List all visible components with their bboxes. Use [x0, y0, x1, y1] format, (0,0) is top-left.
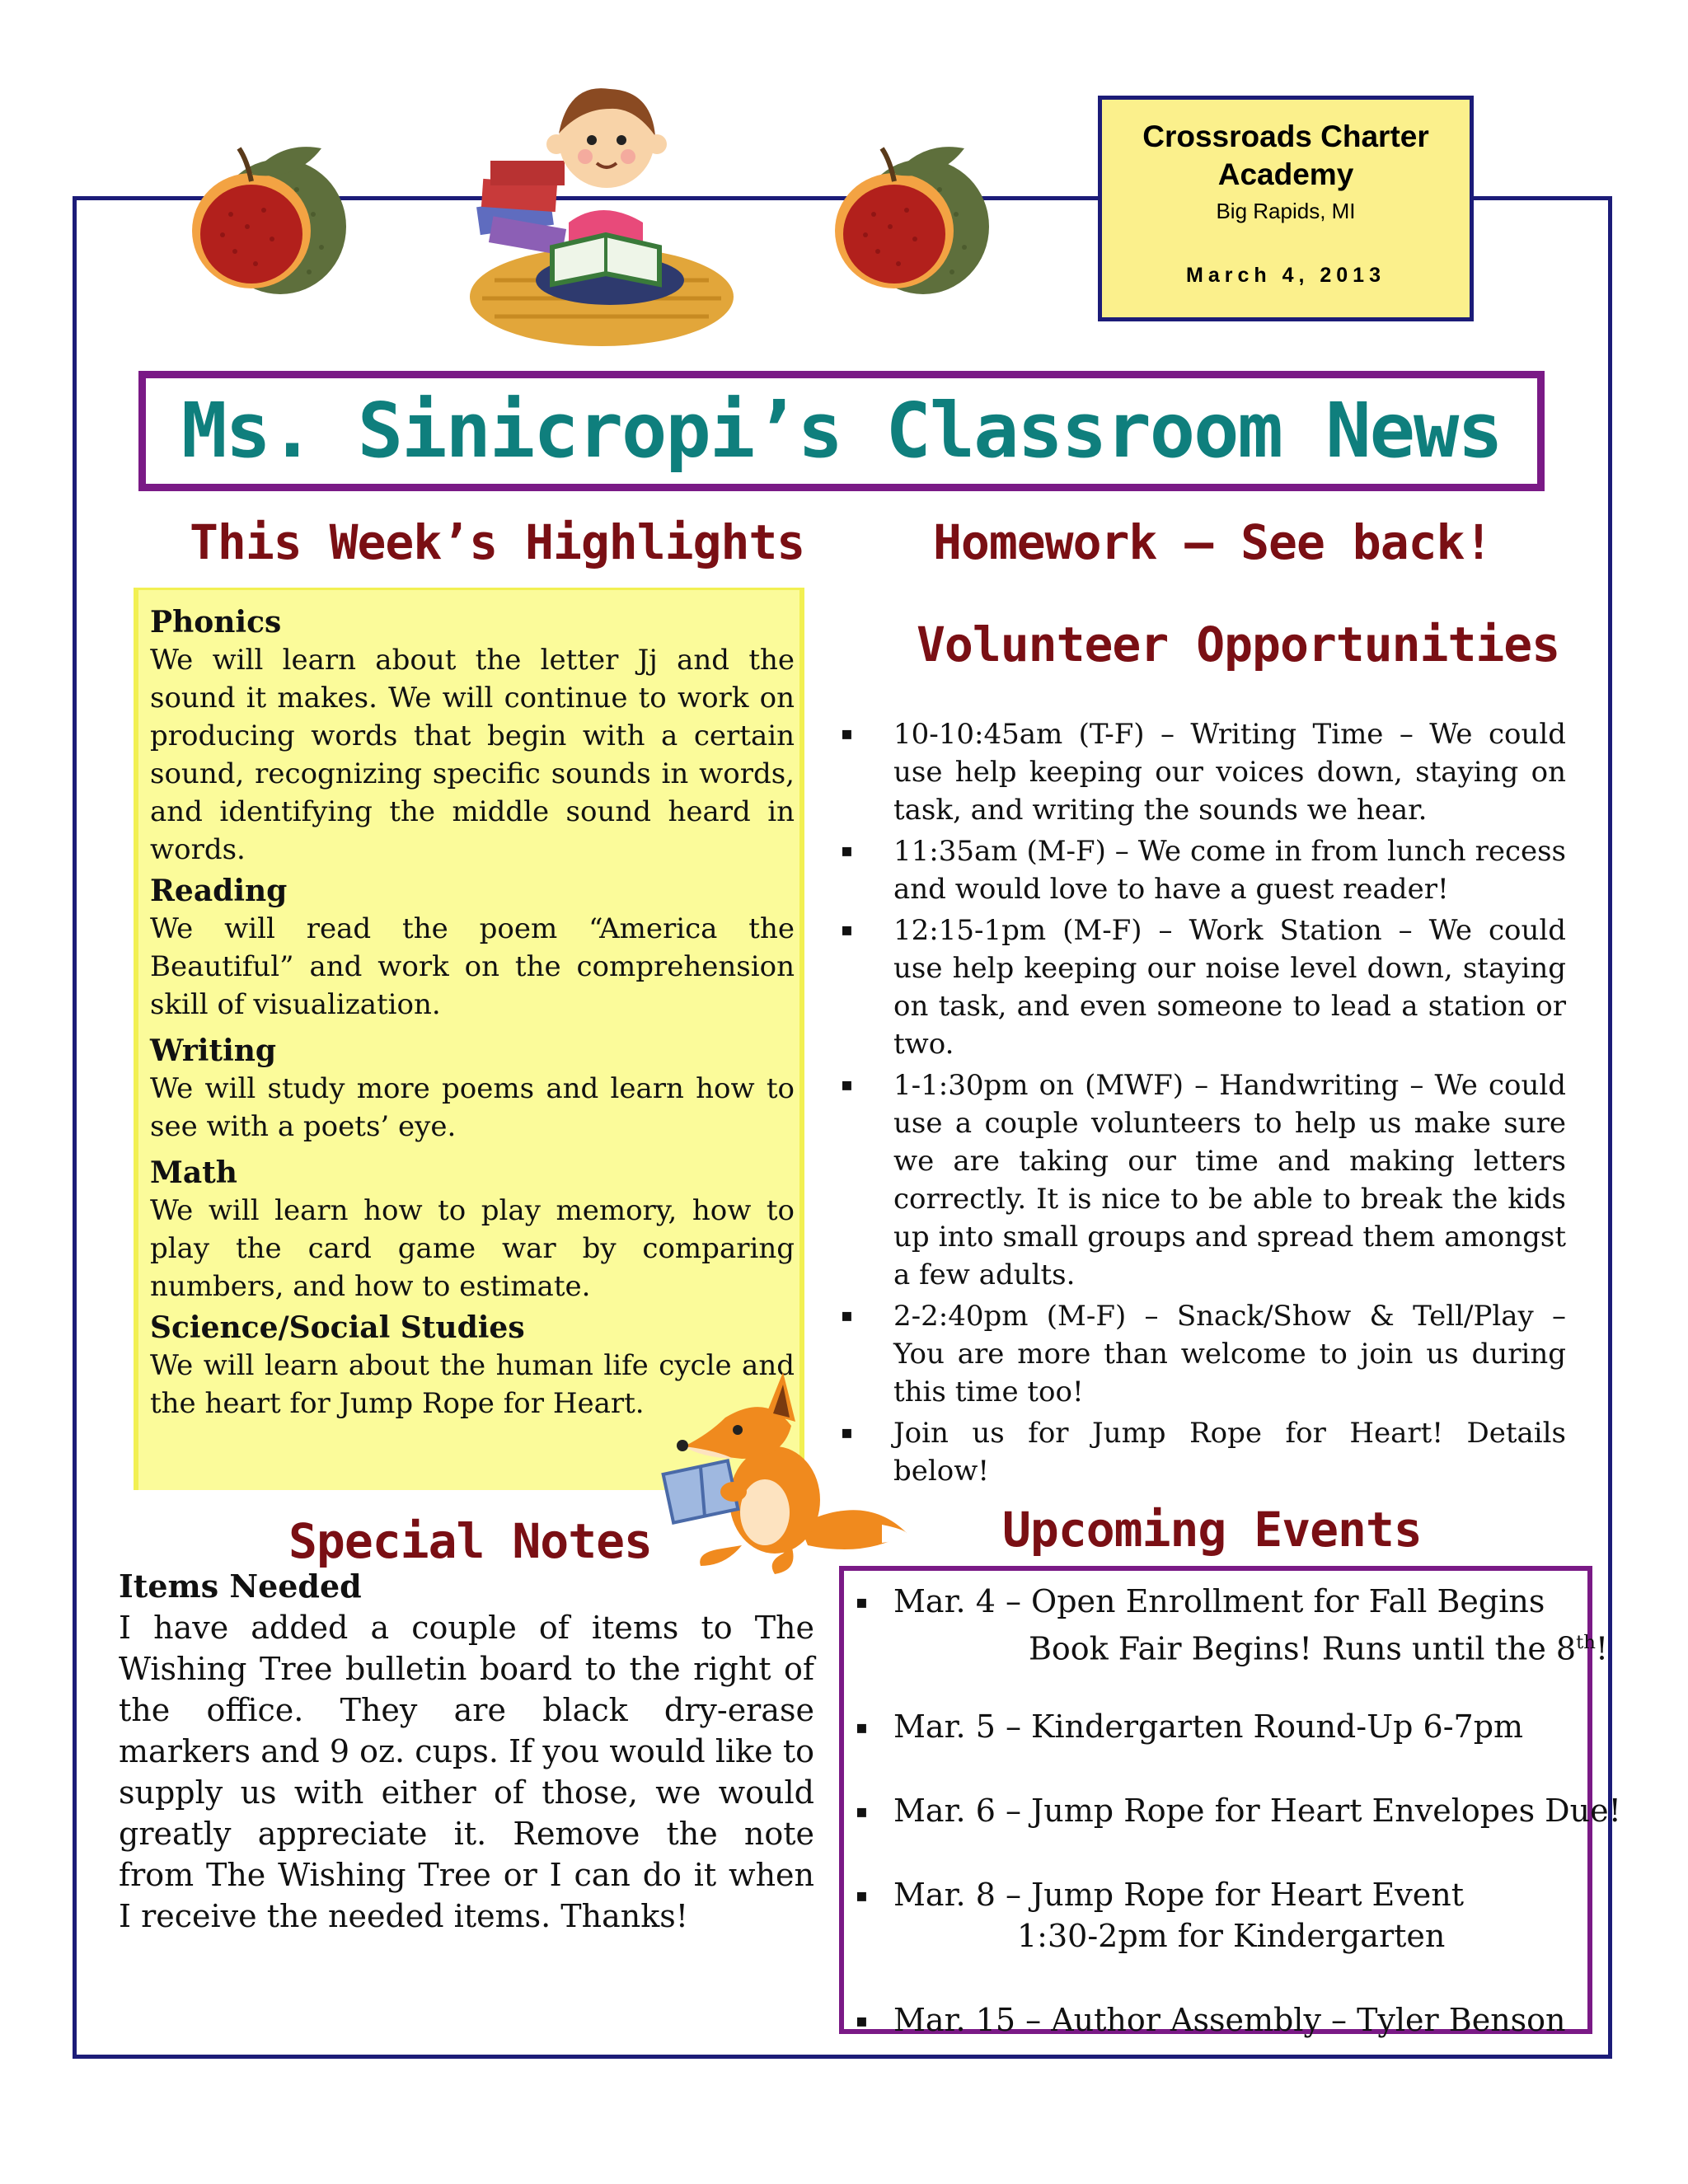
highlight-subhead-writing: Writing	[150, 1033, 277, 1068]
highlight-subhead-reading: Reading	[150, 874, 288, 908]
school-city: Big Rapids, MI	[1216, 199, 1356, 223]
school-name: Crossroads Charter Academy	[1142, 120, 1429, 191]
list-item	[841, 912, 1566, 1063]
event-detail-end: !	[1595, 1630, 1609, 1667]
list-item	[841, 1297, 1566, 1411]
bullet-icon: ▪	[856, 1886, 868, 1906]
events-box	[839, 1566, 1621, 2038]
apple-icon	[816, 124, 997, 305]
volunteer-item-text: Join us for Jump Rope for Heart! Details below!	[893, 1417, 1566, 1488]
bullet-icon: ▪	[841, 1305, 853, 1326]
event-title: Mar. 4 – Open Enrollment for Fall Begins	[893, 1583, 1545, 1619]
volunteer-heading: Volunteer Opportunities	[917, 616, 1560, 673]
volunteer-list	[841, 715, 1566, 1493]
highlight-subhead-science: Science/Social Studies	[150, 1310, 525, 1345]
event-detail: 1:30-2pm for Kindergarten	[1017, 1918, 1446, 1954]
event-title: Mar. 8 – Jump Rope for Heart Event	[893, 1877, 1464, 1913]
volunteer-item-text: 11:35am (M-F) – We come in from lunch recess and would love to have a guest reader!	[893, 835, 1566, 906]
apple-icon	[173, 124, 354, 305]
event-title: Mar. 5 – Kindergarten Round-Up 6-7pm	[893, 1708, 1524, 1745]
homework-heading: Homework – See back!	[933, 514, 1493, 570]
list-item	[856, 1999, 1566, 2041]
notes-subhead: Items Needed	[119, 1568, 362, 1605]
event-title: Mar. 15 – Author Assembly – Tyler Benson	[893, 2002, 1566, 2038]
highlights-heading: This Week’s Highlights	[190, 514, 805, 570]
event-detail: Book Fair Begins! Runs until the 8	[1029, 1630, 1577, 1667]
newsletter-title: Ms. Sinicropi’s Classroom News	[181, 387, 1502, 475]
title-box	[138, 371, 1545, 491]
list-item	[856, 1706, 1523, 1747]
highlight-text-writing: We will study more poems and learn how to see with a poets’ eye.	[150, 1072, 795, 1143]
bullet-icon: ▪	[856, 1718, 868, 1738]
bullet-icon: ▪	[841, 841, 853, 861]
list-item	[856, 1790, 1621, 1831]
highlight-subhead-phonics: Phonics	[150, 605, 282, 640]
special-notes-block	[119, 1566, 814, 1937]
bullet-icon: ▪	[841, 1422, 853, 1443]
highlights-content	[150, 603, 795, 1426]
school-info-box	[1098, 96, 1474, 321]
list-item	[856, 1874, 1464, 1957]
bullet-icon: ▪	[841, 724, 853, 744]
special-notes-heading: Special Notes	[288, 1513, 652, 1569]
newsletter-date: March 4, 2013	[1186, 264, 1386, 287]
highlight-subhead-math: Math	[150, 1155, 237, 1190]
list-item	[856, 1581, 1608, 1670]
child-reading-icon	[445, 58, 742, 354]
highlights-box	[134, 588, 804, 1490]
bullet-icon: ▪	[856, 1592, 868, 1613]
notes-text: I have added a couple of items to The Wishing Tree bulletin board to the right of the office. They are black dry-erase markers and 9 oz. cups. If you would like to supply us with either of those, we would greatly appreciate it. Remove the note from The Wishing Tree or I can do it when I receive the needed items. Thanks!	[119, 1610, 814, 1934]
list-item	[841, 1414, 1566, 1490]
volunteer-item-text: 12:15-1pm (M-F) – Work Station – We could use help keeping our noise level down, staying on task, and even someone to lead a station or two.	[893, 914, 1566, 1061]
list-item	[841, 715, 1566, 829]
list-item	[841, 832, 1566, 908]
fox-reading-icon	[651, 1368, 915, 1582]
highlight-text-math: We will learn how to play memory, how to play the card game war by comparing numbers, and how to estimate.	[150, 1194, 795, 1303]
event-title: Mar. 6 – Jump Rope for Heart Envelopes Due!	[893, 1793, 1621, 1829]
bullet-icon: ▪	[856, 2011, 868, 2032]
ordinal-suffix: th	[1576, 1632, 1596, 1653]
bullet-icon: ▪	[841, 1075, 853, 1095]
highlight-text-science: We will learn about the human life cycle and the heart for Jump Rope for Heart.	[150, 1349, 795, 1420]
bullet-icon: ▪	[856, 1802, 868, 1822]
volunteer-item-text: 1-1:30pm on (MWF) – Handwriting – We could use a couple volunteers to help us make sure we are taking our time and making letters correctly. It is nice to be able to break the kids up into small groups and spread them amongst a few adults.	[893, 1069, 1566, 1291]
volunteer-item-text: 2-2:40pm (M-F) – Snack/Show & Tell/Play – You are more than welcome to join us during this time too!	[893, 1300, 1566, 1408]
highlight-text-phonics: We will learn about the letter Jj and the sound it makes. We will continue to work on producing words that begin with a certain sound, recognizing specific sounds in words, and identifying the middle sound heard in words.	[150, 644, 795, 866]
bullet-icon: ▪	[841, 920, 853, 940]
highlight-text-reading: We will read the poem “America the Beautiful” and work on the comprehension skill of visualization.	[150, 912, 795, 1021]
events-heading: Upcoming Events	[1002, 1502, 1422, 1558]
volunteer-item-text: 10-10:45am (T-F) – Writing Time – We could use help keeping our voices down, staying on task, and writing the sounds we hear.	[893, 718, 1566, 827]
list-item	[841, 1066, 1566, 1294]
